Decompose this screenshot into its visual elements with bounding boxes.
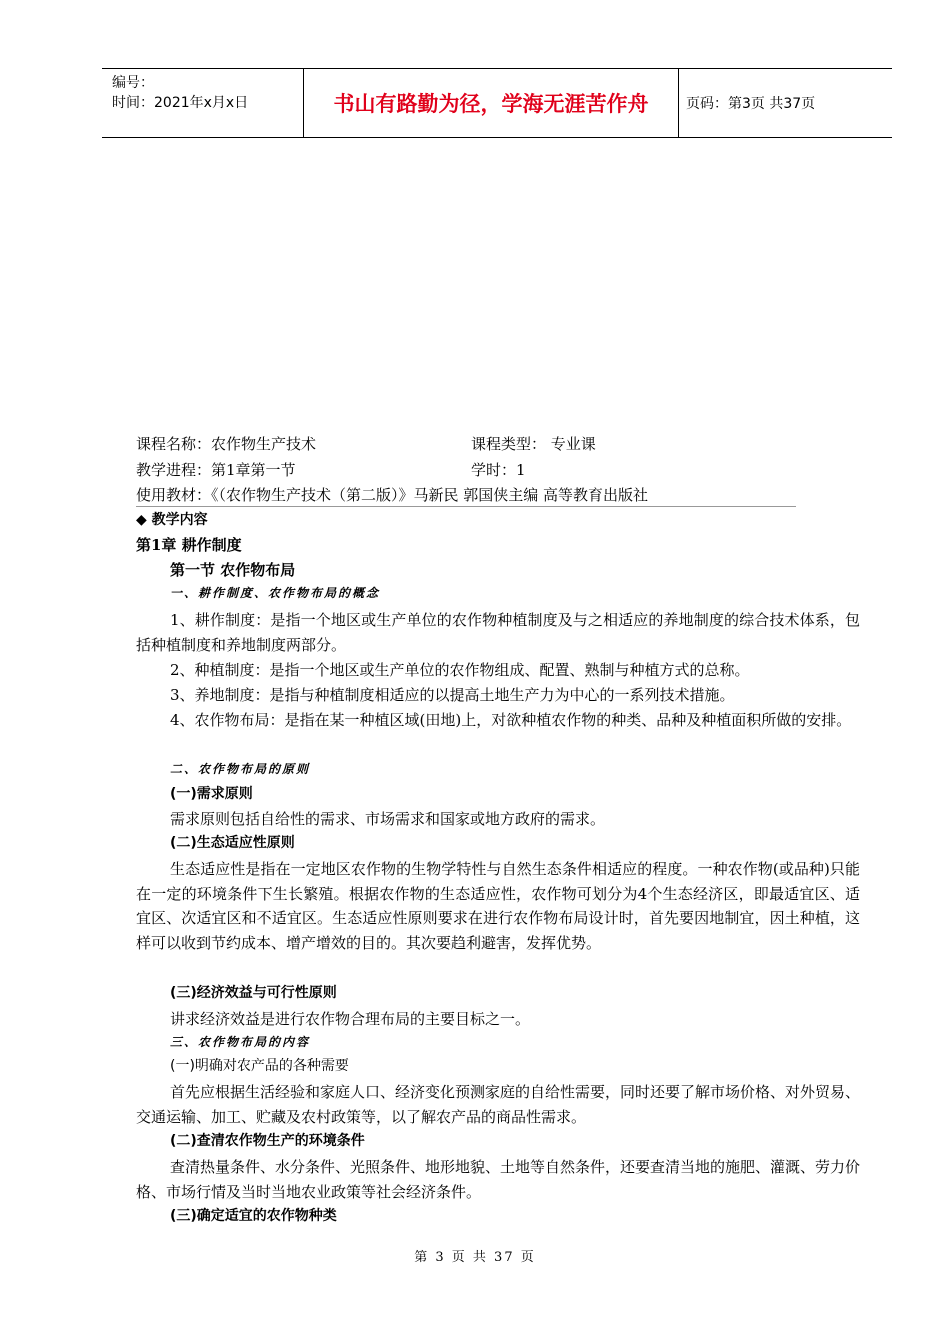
header-left-cell — [102, 69, 302, 137]
subheading-needs: (一)明确对农产品的各种需要 — [170, 1058, 349, 1074]
subheading-environment: (二)查清农作物生产的环境条件 — [170, 1133, 365, 1149]
paragraph-demand: 需求原则包括自给性的需求、市场需求和国家或地方政府的需求。 — [170, 810, 606, 828]
heading-contents: 三、农作物布局的内容 — [170, 1035, 311, 1049]
paragraph-soil-system: 3、养地制度：是指与种植制度相适应的以提高土地生产力为中心的一系列技术措施。 — [170, 686, 735, 704]
page-footer: 第 3 页 共 37 页 — [414, 1250, 536, 1265]
paragraph-economic: 讲求经济效益是进行农作物合理布局的主要目标之一。 — [170, 1010, 531, 1028]
paragraph-environment: 查清热量条件、水分条件、光照条件、地形地貌、土地等自然条件，还要查清当地的施肥、灌溉、劳力价格、市场行情及当时当地农业政策等社会经济条件。 — [136, 1158, 861, 1201]
course-type: 课程类型： 专业课 — [471, 435, 596, 453]
paragraph-planting-system: 2、种植制度：是指一个地区或生产单位的农作物组成、配置、熟制与种植方式的总称。 — [170, 661, 750, 679]
paragraph-ecology: 生态适应性是指在一定地区农作物的生物学特性与自然生态条件相适应的程度。一种农作物(或品种)只能在一定的环境条件下生长繁殖。根据农作物的生态适应性，农作物可划分为4个生态经济区，即最适宜区、适宜区、次适宜区和不适宜区。生态适应性原则要求在进行农作物布局设计时，首先要因地制宜，因土种植，这样可以收到节约成本、增产增效的目的。其次要趋利避害，发挥优势。 — [136, 860, 860, 952]
section-marker: ◆ 教学内容 — [136, 512, 208, 528]
page-label: 页码：第3页 共37页 — [686, 96, 816, 112]
heading-concepts: 一、耕作制度、农作物布局的概念 — [170, 586, 381, 600]
time-label: 时间：2021年x月x日 — [112, 95, 249, 111]
subheading-demand: (一)需求原则 — [170, 786, 253, 802]
paragraph-farming-system: 1、耕作制度：是指一个地区或生产单位的农作物种植制度及与之相适应的养地制度的综合技术体系，包括种植制度和养地制度两部分。 — [136, 611, 860, 654]
subheading-economic: (三)经济效益与可行性原则 — [170, 985, 337, 1001]
heading-principles: 二、农作物布局的原则 — [170, 762, 311, 776]
header-table — [102, 68, 892, 138]
number-label: 编号： — [112, 75, 154, 91]
textbook: 使用教材：《（农作物生产技术（第二版）》马新民 郭国侠主编 高等教育出版社 — [136, 486, 649, 504]
paragraph-crop-layout: 4、农作物布局：是指在某一种植区域(田地)上，对欲种植农作物的种类、品种及种植面积所做的安排。 — [170, 711, 852, 729]
motto: 书山有路勤为径，学海无涯苦作舟 — [303, 69, 679, 137]
paragraph-needs: 首先应根据生活经验和家庭人口、经济变化预测家庭的自给性需要，同时还要了解市场价格、对外贸易、交通运输、加工、贮藏及农村政策等，以了解农产品的商品性需求。 — [136, 1083, 861, 1126]
subheading-ecology: (二)生态适应性原则 — [170, 835, 295, 851]
section-title: 第一节 农作物布局 — [170, 561, 296, 579]
course-name: 课程名称：农作物生产技术 — [136, 435, 317, 453]
chapter-title: 第1章 耕作制度 — [136, 536, 242, 554]
subheading-crop-types: (三)确定适宜的农作物种类 — [170, 1208, 337, 1224]
teaching-progress: 教学进程：第1章第一节 — [136, 461, 296, 479]
class-hours: 学时：1 — [471, 461, 526, 479]
meta-divider — [136, 506, 796, 507]
